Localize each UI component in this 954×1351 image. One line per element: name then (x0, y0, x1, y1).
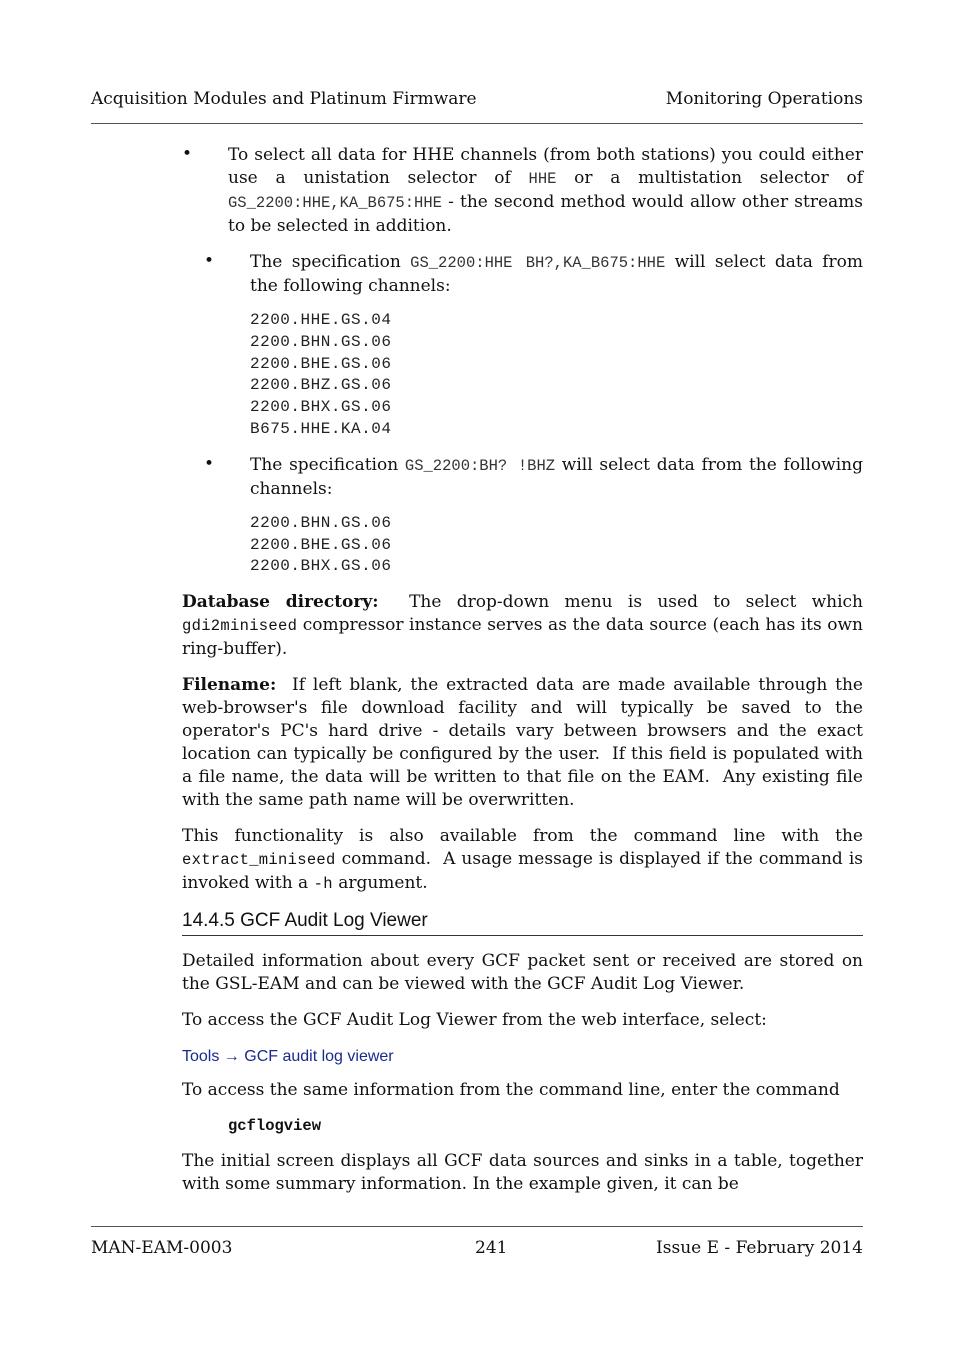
term-label: Database directory: (182, 592, 379, 613)
bullet-dot: • (204, 251, 215, 271)
channel-list (182, 310, 863, 441)
text-span: To select all data for HHE channels (from both stations) you could either use a unistation selector of (228, 145, 863, 188)
section-title: GCF Audit Log Viewer (240, 910, 428, 932)
text-span: or a multistation selector of (556, 168, 863, 188)
filename-paragraph (182, 674, 869, 812)
bullet-dot: • (204, 453, 215, 474)
channel-line: 2200.BHX.GS.06 (250, 557, 392, 576)
text-span: If left blank, the extracted data are made available through the web-browser's file download facility and will typically be saved to the operator's PC's hard drive - details vary between browsers and the exact location can typically be configured by the user. If this field is populated with a file name, the data will be written to that file on the EAM. Any existing file with the same path name will be overwritten. (182, 675, 869, 811)
text-span: The drop-down menu is used to select which (378, 592, 869, 613)
sub-bullet-item (182, 454, 863, 501)
text-span: - the second method would allow other streams to be selected in addition. (228, 192, 863, 236)
paragraph: Detailed information about every GCF packet sent or received are stored on the GSL-EAM and can be viewed with the GCF Audit Log Viewer. (182, 951, 863, 995)
code-span: gcflogview (228, 1117, 322, 1136)
main-content (182, 144, 869, 1196)
footer-right: Issue E - February 2014 (656, 1238, 863, 1258)
header-left: Acquisition Modules and Platinum Firmware (91, 89, 477, 109)
text-span: The specification (250, 252, 411, 272)
channel-line: 2200.BHN.GS.06 (250, 513, 392, 532)
sub-bullet-item (182, 251, 863, 298)
code-span: GS_2200:HHE BH?,KA_B675:HHE (410, 254, 666, 272)
channel-line: 2200.BHE.GS.06 (250, 354, 392, 373)
bullet-item (182, 144, 863, 238)
text-span: will select data from the following channels: (250, 252, 863, 296)
code-span: GS_2200:HHE,KA_B675:HHE (228, 194, 442, 212)
text-span: The specification (250, 454, 405, 475)
bullet-text (228, 144, 863, 238)
page-header (91, 89, 863, 124)
channel-line: 2200.BHX.GS.06 (250, 398, 392, 417)
section-heading (182, 910, 863, 936)
code-span: extract_miniseed (182, 851, 336, 870)
paragraph: To access the GCF Audit Log Viewer from the web interface, select: (182, 1010, 767, 1031)
footer-page-number: 241 (475, 1238, 508, 1258)
database-directory-paragraph (182, 591, 869, 661)
text-span: compressor instance serves as the data source (each has its own ring-buffer). (182, 615, 863, 660)
code-span: -h (313, 875, 333, 894)
text-span: argument. (332, 873, 428, 894)
bullet-dot: • (182, 144, 193, 164)
channel-line: 2200.BHE.GS.06 (250, 535, 392, 554)
term-label: Filename: (182, 675, 277, 696)
channel-list (182, 513, 863, 578)
command-example (182, 1114, 863, 1138)
section-number: 14.4.5 (182, 910, 235, 932)
bullet-text (250, 251, 863, 298)
page-footer (91, 1226, 863, 1267)
menu-path: Tools → GCF audit log viewer (182, 1048, 394, 1066)
code-span: HHE (528, 170, 557, 188)
text-span: will select data from the following channels: (250, 454, 863, 499)
code-span: GS_2200:BH? !BHZ (404, 456, 556, 475)
channel-line: 2200.BHZ.GS.06 (250, 376, 392, 395)
command-line-paragraph (182, 825, 869, 896)
channel-line: B675.HHE.KA.04 (250, 419, 392, 438)
header-right: Monitoring Operations (665, 89, 863, 109)
paragraph: To access the same information from the command line, enter the command (182, 1080, 840, 1101)
text-span: This functionality is also available from the command line with the (182, 826, 863, 847)
code-span: gdi2miniseed (182, 617, 298, 636)
text-span: command. A usage message is displayed if the command is invoked with a (182, 849, 869, 894)
channel-line: 2200.HHE.GS.04 (250, 311, 392, 329)
bullet-text (250, 454, 863, 501)
paragraph: The initial screen displays all GCF data sources and sinks in a table, together with some summary information. In the example given, it can be (182, 1151, 863, 1195)
channel-line: 2200.BHN.GS.06 (250, 332, 392, 351)
footer-left: MAN-EAM-0003 (91, 1238, 233, 1258)
